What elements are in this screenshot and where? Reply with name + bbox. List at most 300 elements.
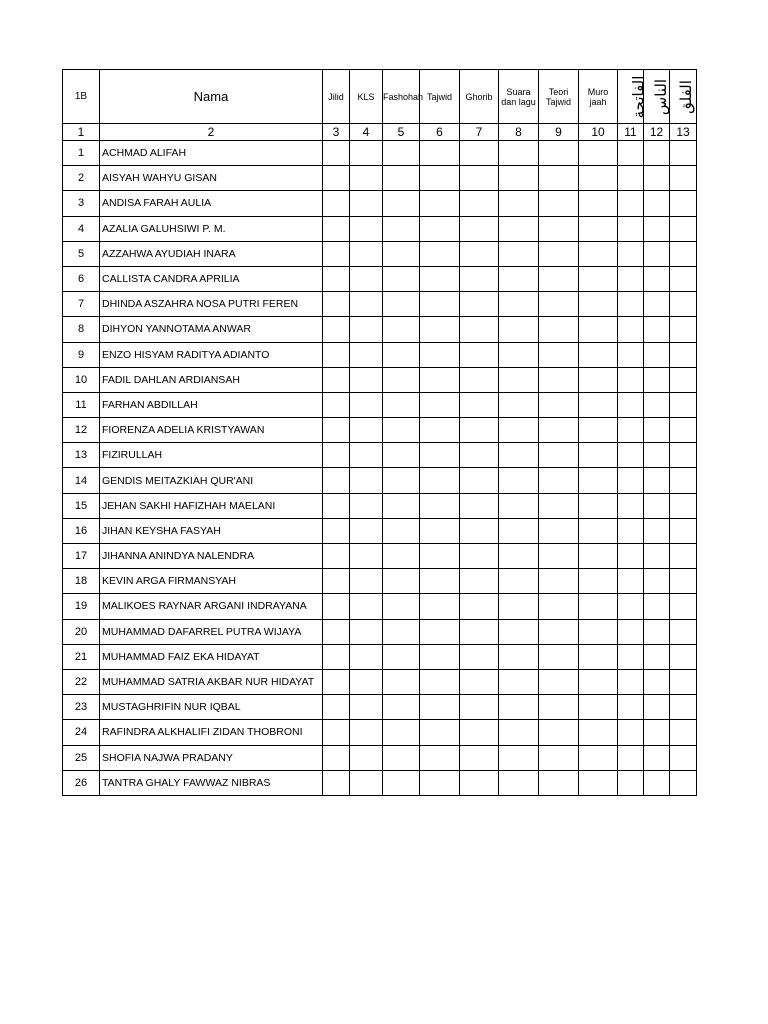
score-cell[interactable]: [579, 493, 618, 518]
score-cell[interactable]: [579, 191, 618, 216]
score-cell[interactable]: [460, 216, 499, 241]
score-cell[interactable]: [460, 367, 499, 392]
score-cell[interactable]: [350, 695, 383, 720]
score-cell[interactable]: [460, 292, 499, 317]
score-cell[interactable]: [383, 644, 420, 669]
score-cell[interactable]: [420, 241, 460, 266]
score-cell[interactable]: [618, 669, 644, 694]
col-number: 8: [499, 124, 539, 141]
score-cell[interactable]: [323, 468, 350, 493]
score-cell[interactable]: [420, 644, 460, 669]
score-cell[interactable]: [618, 216, 644, 241]
score-cell[interactable]: [539, 367, 579, 392]
score-cell[interactable]: [499, 191, 539, 216]
score-cell[interactable]: [383, 367, 420, 392]
score-cell[interactable]: [499, 669, 539, 694]
score-cell[interactable]: [350, 669, 383, 694]
score-cell[interactable]: [499, 418, 539, 443]
score-cell[interactable]: [323, 342, 350, 367]
score-cell[interactable]: [323, 493, 350, 518]
score-cell[interactable]: [539, 569, 579, 594]
score-cell[interactable]: [670, 216, 697, 241]
score-cell[interactable]: [618, 644, 644, 669]
score-cell[interactable]: [644, 493, 670, 518]
score-cell[interactable]: [539, 392, 579, 417]
score-cell[interactable]: [539, 770, 579, 795]
score-cell[interactable]: [460, 594, 499, 619]
score-cell[interactable]: [350, 720, 383, 745]
score-cell[interactable]: [539, 241, 579, 266]
score-cell[interactable]: [460, 141, 499, 166]
score-cell[interactable]: [579, 745, 618, 770]
score-cell[interactable]: [350, 518, 383, 543]
score-cell[interactable]: [644, 317, 670, 342]
score-cell[interactable]: [499, 594, 539, 619]
score-cell[interactable]: [383, 141, 420, 166]
score-cell[interactable]: [350, 619, 383, 644]
score-cell[interactable]: [350, 342, 383, 367]
score-cell[interactable]: [579, 166, 618, 191]
score-cell[interactable]: [499, 695, 539, 720]
score-cell[interactable]: [579, 695, 618, 720]
score-cell[interactable]: [539, 342, 579, 367]
score-cell[interactable]: [323, 619, 350, 644]
score-cell[interactable]: [499, 266, 539, 291]
score-cell[interactable]: [644, 544, 670, 569]
score-cell[interactable]: [579, 569, 618, 594]
score-cell[interactable]: [539, 418, 579, 443]
score-cell[interactable]: [420, 669, 460, 694]
score-cell[interactable]: [644, 770, 670, 795]
score-cell[interactable]: [350, 367, 383, 392]
score-cell[interactable]: [618, 367, 644, 392]
score-cell[interactable]: [323, 141, 350, 166]
score-cell[interactable]: [460, 770, 499, 795]
score-cell[interactable]: [350, 644, 383, 669]
score-cell[interactable]: [350, 418, 383, 443]
header-fashohah: Fashohah: [383, 70, 420, 124]
score-cell[interactable]: [618, 418, 644, 443]
score-cell[interactable]: [539, 191, 579, 216]
score-cell[interactable]: [618, 619, 644, 644]
score-cell[interactable]: [350, 266, 383, 291]
score-cell[interactable]: [460, 266, 499, 291]
score-cell[interactable]: [383, 292, 420, 317]
score-cell[interactable]: [323, 443, 350, 468]
score-cell[interactable]: [350, 493, 383, 518]
score-cell[interactable]: [460, 544, 499, 569]
score-cell[interactable]: [420, 720, 460, 745]
score-cell[interactable]: [539, 619, 579, 644]
score-cell[interactable]: [323, 266, 350, 291]
score-cell[interactable]: [539, 468, 579, 493]
score-cell[interactable]: [350, 544, 383, 569]
score-cell[interactable]: [579, 443, 618, 468]
score-cell[interactable]: [618, 266, 644, 291]
score-cell[interactable]: [323, 392, 350, 417]
score-cell[interactable]: [420, 292, 460, 317]
score-cell[interactable]: [579, 367, 618, 392]
table-row: [63, 367, 697, 392]
score-cell[interactable]: [539, 695, 579, 720]
student-name: FADIL DAHLAN ARDIANSAH: [100, 367, 323, 392]
score-cell[interactable]: [618, 317, 644, 342]
score-cell[interactable]: [499, 644, 539, 669]
score-cell[interactable]: [499, 518, 539, 543]
score-cell[interactable]: [644, 468, 670, 493]
student-number: 17: [63, 544, 100, 569]
col-number: 5: [383, 124, 420, 141]
score-cell[interactable]: [579, 216, 618, 241]
score-cell[interactable]: [670, 392, 697, 417]
score-cell[interactable]: [539, 544, 579, 569]
score-cell[interactable]: [644, 392, 670, 417]
score-cell[interactable]: [420, 745, 460, 770]
score-cell[interactable]: [460, 493, 499, 518]
score-cell[interactable]: [670, 720, 697, 745]
score-cell[interactable]: [383, 669, 420, 694]
score-cell[interactable]: [323, 745, 350, 770]
score-cell[interactable]: [499, 745, 539, 770]
score-cell[interactable]: [539, 745, 579, 770]
score-cell[interactable]: [618, 443, 644, 468]
score-cell[interactable]: [618, 720, 644, 745]
score-cell[interactable]: [618, 392, 644, 417]
score-cell[interactable]: [499, 443, 539, 468]
score-cell[interactable]: [618, 493, 644, 518]
score-cell[interactable]: [350, 770, 383, 795]
score-cell[interactable]: [539, 443, 579, 468]
score-cell[interactable]: [670, 695, 697, 720]
score-cell[interactable]: [499, 342, 539, 367]
score-cell[interactable]: [420, 594, 460, 619]
table-row: [63, 443, 697, 468]
score-cell[interactable]: [499, 166, 539, 191]
score-cell[interactable]: [499, 493, 539, 518]
score-cell[interactable]: [579, 241, 618, 266]
score-cell[interactable]: [618, 342, 644, 367]
score-cell[interactable]: [383, 695, 420, 720]
score-cell[interactable]: [670, 594, 697, 619]
score-cell[interactable]: [618, 770, 644, 795]
score-cell[interactable]: [323, 720, 350, 745]
score-cell[interactable]: [579, 266, 618, 291]
score-cell[interactable]: [499, 544, 539, 569]
score-cell[interactable]: [670, 266, 697, 291]
score-cell[interactable]: [350, 216, 383, 241]
score-cell[interactable]: [350, 569, 383, 594]
score-cell[interactable]: [460, 669, 499, 694]
score-cell[interactable]: [460, 342, 499, 367]
score-cell[interactable]: [670, 619, 697, 644]
score-cell[interactable]: [460, 317, 499, 342]
student-number: 6: [63, 266, 100, 291]
score-cell[interactable]: [644, 241, 670, 266]
score-cell[interactable]: [579, 518, 618, 543]
score-cell[interactable]: [420, 342, 460, 367]
score-cell[interactable]: [618, 594, 644, 619]
score-cell[interactable]: [460, 191, 499, 216]
score-cell[interactable]: [460, 468, 499, 493]
score-cell[interactable]: [670, 544, 697, 569]
score-cell[interactable]: [420, 544, 460, 569]
score-cell[interactable]: [420, 468, 460, 493]
score-cell[interactable]: [670, 342, 697, 367]
score-cell[interactable]: [460, 418, 499, 443]
score-cell[interactable]: [539, 518, 579, 543]
score-cell[interactable]: [644, 720, 670, 745]
score-cell[interactable]: [420, 317, 460, 342]
header-kls: KLS: [350, 70, 383, 124]
score-cell[interactable]: [460, 644, 499, 669]
score-cell[interactable]: [579, 619, 618, 644]
score-cell[interactable]: [618, 166, 644, 191]
score-cell[interactable]: [420, 518, 460, 543]
score-cell[interactable]: [539, 594, 579, 619]
score-cell[interactable]: [670, 292, 697, 317]
score-cell[interactable]: [420, 695, 460, 720]
score-cell[interactable]: [383, 770, 420, 795]
score-cell[interactable]: [460, 166, 499, 191]
score-cell[interactable]: [420, 418, 460, 443]
score-cell[interactable]: [350, 241, 383, 266]
score-cell[interactable]: [383, 191, 420, 216]
score-cell[interactable]: [539, 216, 579, 241]
score-cell[interactable]: [323, 770, 350, 795]
score-cell[interactable]: [323, 317, 350, 342]
student-number: 9: [63, 342, 100, 367]
score-cell[interactable]: [460, 241, 499, 266]
score-cell[interactable]: [618, 695, 644, 720]
score-cell[interactable]: [323, 166, 350, 191]
score-cell[interactable]: [670, 317, 697, 342]
score-cell[interactable]: [323, 418, 350, 443]
score-cell[interactable]: [644, 292, 670, 317]
score-cell[interactable]: [644, 216, 670, 241]
score-cell[interactable]: [539, 141, 579, 166]
score-cell[interactable]: [539, 292, 579, 317]
score-cell[interactable]: [539, 720, 579, 745]
score-cell[interactable]: [350, 191, 383, 216]
score-cell[interactable]: [539, 493, 579, 518]
score-cell[interactable]: [383, 493, 420, 518]
score-cell[interactable]: [579, 141, 618, 166]
score-cell[interactable]: [383, 166, 420, 191]
score-cell[interactable]: [644, 141, 670, 166]
score-cell[interactable]: [579, 644, 618, 669]
score-cell[interactable]: [383, 745, 420, 770]
score-cell[interactable]: [618, 544, 644, 569]
score-cell[interactable]: [499, 241, 539, 266]
score-cell[interactable]: [670, 669, 697, 694]
score-cell[interactable]: [350, 317, 383, 342]
score-cell[interactable]: [323, 594, 350, 619]
score-cell[interactable]: [579, 544, 618, 569]
score-cell[interactable]: [420, 166, 460, 191]
score-cell[interactable]: [323, 241, 350, 266]
score-cell[interactable]: [460, 619, 499, 644]
score-cell[interactable]: [499, 468, 539, 493]
score-cell[interactable]: [420, 443, 460, 468]
score-cell[interactable]: [579, 468, 618, 493]
score-cell[interactable]: [323, 292, 350, 317]
score-cell[interactable]: [579, 669, 618, 694]
score-cell[interactable]: [644, 266, 670, 291]
score-cell[interactable]: [670, 468, 697, 493]
score-cell[interactable]: [383, 317, 420, 342]
score-cell[interactable]: [460, 443, 499, 468]
score-cell[interactable]: [644, 166, 670, 191]
score-cell[interactable]: [618, 191, 644, 216]
score-cell[interactable]: [499, 392, 539, 417]
score-cell[interactable]: [644, 594, 670, 619]
score-cell[interactable]: [383, 544, 420, 569]
score-cell[interactable]: [350, 594, 383, 619]
score-cell[interactable]: [644, 669, 670, 694]
score-cell[interactable]: [323, 644, 350, 669]
score-cell[interactable]: [350, 468, 383, 493]
score-cell[interactable]: [670, 141, 697, 166]
score-cell[interactable]: [323, 569, 350, 594]
score-cell[interactable]: [350, 392, 383, 417]
score-cell[interactable]: [579, 720, 618, 745]
score-cell[interactable]: [420, 493, 460, 518]
score-cell[interactable]: [499, 141, 539, 166]
score-cell[interactable]: [383, 266, 420, 291]
score-cell[interactable]: [618, 745, 644, 770]
score-cell[interactable]: [644, 518, 670, 543]
score-cell[interactable]: [350, 141, 383, 166]
score-cell[interactable]: [644, 342, 670, 367]
score-cell[interactable]: [644, 745, 670, 770]
score-cell[interactable]: [499, 619, 539, 644]
score-cell[interactable]: [579, 418, 618, 443]
score-cell[interactable]: [579, 317, 618, 342]
score-cell[interactable]: [618, 518, 644, 543]
score-cell[interactable]: [618, 468, 644, 493]
score-cell[interactable]: [670, 191, 697, 216]
score-cell[interactable]: [383, 418, 420, 443]
score-cell[interactable]: [460, 720, 499, 745]
score-cell[interactable]: [670, 367, 697, 392]
score-cell[interactable]: [323, 216, 350, 241]
table-row: [63, 619, 697, 644]
score-cell[interactable]: [644, 569, 670, 594]
score-cell[interactable]: [383, 216, 420, 241]
score-cell[interactable]: [420, 141, 460, 166]
student-number: 8: [63, 317, 100, 342]
score-cell[interactable]: [499, 216, 539, 241]
score-cell[interactable]: [323, 695, 350, 720]
score-cell[interactable]: [644, 191, 670, 216]
score-cell[interactable]: [670, 418, 697, 443]
student-number: 11: [63, 392, 100, 417]
score-cell[interactable]: [670, 493, 697, 518]
score-cell[interactable]: [383, 241, 420, 266]
score-cell[interactable]: [350, 745, 383, 770]
score-cell[interactable]: [670, 166, 697, 191]
score-cell[interactable]: [579, 770, 618, 795]
score-cell[interactable]: [420, 770, 460, 795]
score-cell[interactable]: [460, 745, 499, 770]
score-cell[interactable]: [670, 443, 697, 468]
score-cell[interactable]: [644, 619, 670, 644]
score-cell[interactable]: [350, 166, 383, 191]
score-cell[interactable]: [420, 569, 460, 594]
score-cell[interactable]: [579, 342, 618, 367]
score-cell[interactable]: [383, 619, 420, 644]
score-cell[interactable]: [618, 292, 644, 317]
score-cell[interactable]: [323, 518, 350, 543]
score-cell[interactable]: [499, 292, 539, 317]
score-cell[interactable]: [618, 141, 644, 166]
score-cell[interactable]: [420, 619, 460, 644]
score-cell[interactable]: [539, 266, 579, 291]
score-cell[interactable]: [670, 569, 697, 594]
score-cell[interactable]: [579, 594, 618, 619]
score-cell[interactable]: [644, 443, 670, 468]
score-cell[interactable]: [350, 443, 383, 468]
score-cell[interactable]: [323, 191, 350, 216]
score-cell[interactable]: [420, 216, 460, 241]
score-cell[interactable]: [420, 392, 460, 417]
score-cell[interactable]: [383, 518, 420, 543]
score-cell[interactable]: [539, 644, 579, 669]
score-cell[interactable]: [499, 569, 539, 594]
score-cell[interactable]: [618, 569, 644, 594]
score-cell[interactable]: [539, 166, 579, 191]
score-cell[interactable]: [644, 367, 670, 392]
score-cell[interactable]: [383, 392, 420, 417]
score-cell[interactable]: [670, 241, 697, 266]
score-cell[interactable]: [460, 569, 499, 594]
score-cell[interactable]: [383, 569, 420, 594]
score-cell[interactable]: [644, 695, 670, 720]
score-cell[interactable]: [383, 594, 420, 619]
score-cell[interactable]: [644, 644, 670, 669]
score-cell[interactable]: [383, 468, 420, 493]
score-cell[interactable]: [323, 544, 350, 569]
score-cell[interactable]: [460, 518, 499, 543]
score-cell[interactable]: [420, 191, 460, 216]
score-cell[interactable]: [499, 770, 539, 795]
score-cell[interactable]: [670, 644, 697, 669]
score-cell[interactable]: [539, 669, 579, 694]
score-cell[interactable]: [539, 317, 579, 342]
score-cell[interactable]: [350, 292, 383, 317]
score-cell[interactable]: [460, 695, 499, 720]
score-cell[interactable]: [420, 367, 460, 392]
score-cell[interactable]: [323, 367, 350, 392]
score-cell[interactable]: [499, 720, 539, 745]
col-number: 2: [100, 124, 323, 141]
score-cell[interactable]: [460, 392, 499, 417]
score-cell[interactable]: [323, 669, 350, 694]
score-cell[interactable]: [670, 518, 697, 543]
score-cell[interactable]: [579, 392, 618, 417]
score-cell[interactable]: [499, 317, 539, 342]
score-cell[interactable]: [383, 720, 420, 745]
score-cell[interactable]: [670, 745, 697, 770]
score-cell[interactable]: [383, 443, 420, 468]
score-cell[interactable]: [670, 770, 697, 795]
score-cell[interactable]: [420, 266, 460, 291]
score-cell[interactable]: [618, 241, 644, 266]
score-cell[interactable]: [644, 418, 670, 443]
score-cell[interactable]: [499, 367, 539, 392]
score-cell[interactable]: [579, 292, 618, 317]
score-cell[interactable]: [383, 342, 420, 367]
